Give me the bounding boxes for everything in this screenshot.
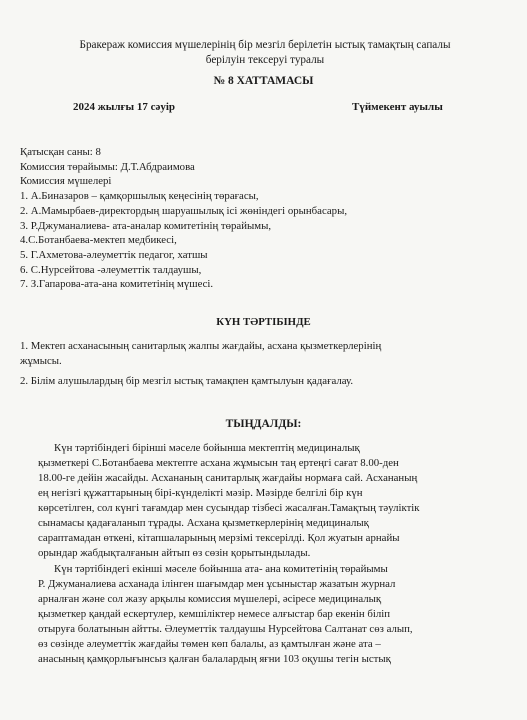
protocol-number: № 8 ХАТТАМАСЫ <box>213 75 314 87</box>
member-item: 5. Г.Ахметова-әлеуметтік педагог, хатшы <box>20 248 208 261</box>
protocol-date: 2024 жылғы 17 сәуір <box>73 101 176 113</box>
heard-paragraph-2 <box>38 562 503 667</box>
participants-count: Қатысқан саны: 8 <box>20 146 101 158</box>
paragraph-line: орындар жабдықталғанын айтып өз сөзін қорытындылады. <box>38 547 311 559</box>
title-line-2: берілуін тексеруі туралы <box>205 54 325 66</box>
paragraph-line: көрсетілген, сол күнгі тағамдар мен сусындар тізбесі жасалған.Тамақтың тәуліктік <box>38 502 420 514</box>
paragraph-line: сараптамадан өткені, кітапшаларының мерзімі тексерілді. Қол жуатын арнайы <box>38 532 400 544</box>
agenda-item-1-line-1: 1. Мектеп асханасының санитарлық жалпы жағдайы, асхана қызметкерлерінің <box>20 340 382 352</box>
commission-info <box>20 145 490 292</box>
paragraph-line: Күн тәртібіндегі бірінші мәселе бойынша мектептің медициналық <box>54 442 360 454</box>
title-line-1: Бракераж комиссия мүшелерінің бір мезгіл берілетін ыстық тамақтың сапалы <box>79 39 451 51</box>
member-item: 6. С.Нурсейтова -әлеуметтік талдаушы, <box>20 263 202 276</box>
paragraph-line: 18.00-ге дейін жасайды. Асхананың санитарлық жағдайы нормаға сай. Асхананың <box>38 472 418 484</box>
member-item: 3. Р.Джуманалиева- ата-аналар комитетінің төрайымы, <box>20 219 272 232</box>
document-title <box>40 38 490 68</box>
heard-paragraph-1 <box>38 441 503 561</box>
member-item: 4.С.Ботанбаева-мектеп медбикесі, <box>20 234 177 247</box>
heard-heading: ТЫҢДАЛДЫ: <box>225 418 302 430</box>
commission-chair: Комиссия төрайымы: Д.Т.Абдраимова <box>20 160 195 173</box>
paragraph-line: отыруға болатынын айтты. Әлеуметтік талдаушы Нурсейтова Салтанат сөз алып, <box>38 623 413 635</box>
paragraph-line: ең негізгі құжаттарының бірі-күнделікті мәзір. Мәзірде белгілі бір күн <box>38 487 363 499</box>
paragraph-line: анасының қамқорлығынсыз қалған балалардың яғни 103 оқушы тегін ыстық <box>38 653 391 665</box>
paragraph-line: сынамасы қадағаланып тұрады. Асхана қызметкерлерінің медициналық <box>38 517 369 529</box>
paragraph-line: қызметкері С.Ботанбаева мектепте асхана жұмысын таң ертеңгі сағат 8.00-ден <box>38 457 399 469</box>
agenda-heading: КҮН ТӘРТІБІНДЕ <box>216 316 311 328</box>
member-item: 1. А.Биназаров – қамқоршылық кеңесінің төрағасы, <box>20 190 259 203</box>
paragraph-line: өз сөзінде әлеуметтік жағдайы төмен көп балалы, аз қамтылған және ата – <box>38 638 381 650</box>
agenda-item-1-line-2: жұмысы. <box>20 354 62 367</box>
paragraph-line: Р. Джуманалиева асханада ілінген шағымдар мен ұсыныстар жазатын журнал <box>38 578 396 590</box>
agenda-item-2: 2. Білім алушылардың бір мезгіл ыстық тамақпен қамтылуын қадағалау. <box>20 375 354 387</box>
members-label: Комиссия мүшелері <box>20 175 112 188</box>
paragraph-line: қызметкер қандай ескертулер, кемшіліктер немесе алғыстар бар екенін біліп <box>38 608 390 620</box>
protocol-place: Түймекент ауылы <box>352 101 443 113</box>
member-item: 7. З.Гапарова-ата-ана комитетінің мүшесі. <box>20 278 214 291</box>
agenda-item-1 <box>20 339 490 368</box>
paragraph-line: арналған және сол жазу арқылы комиссия мүшелері, әсіресе медициналық <box>38 593 382 605</box>
paragraph-line: Күн тәртібіндегі екінші мәселе бойынша ата- ана комитетінің төрайымы <box>54 563 388 575</box>
member-item: 2. А.Мамырбаев-директордың шаруашылық ісі жөніндегі орынбасары, <box>20 204 348 217</box>
